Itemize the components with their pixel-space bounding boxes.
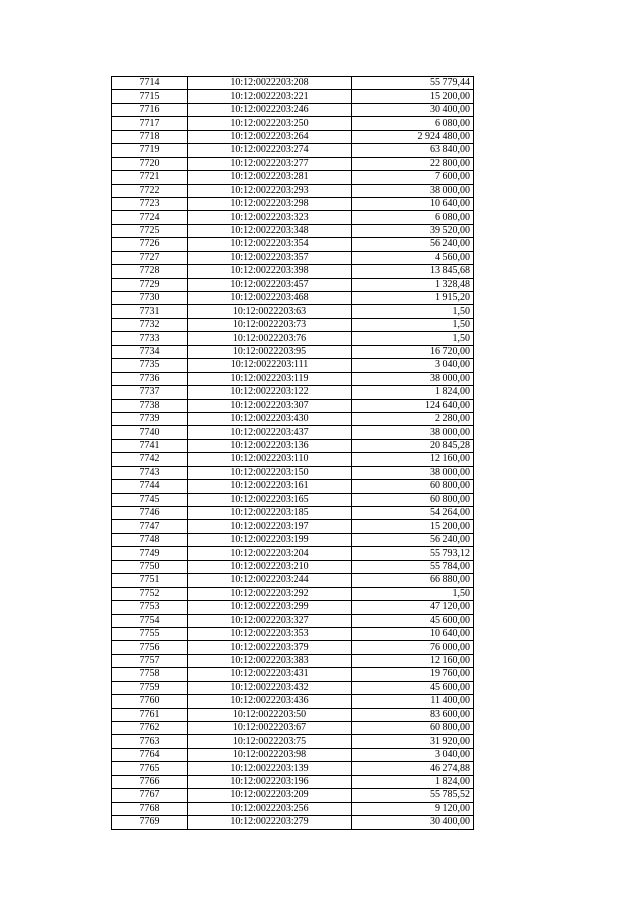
- row-number-cell: 7720: [112, 157, 188, 170]
- amount-cell: 55 784,00: [352, 560, 474, 573]
- table-row: [112, 789, 474, 802]
- amount-cell: 10 640,00: [352, 627, 474, 640]
- amount-cell: 76 000,00: [352, 641, 474, 654]
- table-row: [112, 318, 474, 331]
- table-row: [112, 157, 474, 170]
- cadastral-number-cell: 10:12:0022203:221: [188, 90, 352, 103]
- cadastral-number-cell: 10:12:0022203:244: [188, 574, 352, 587]
- row-number-cell: 7714: [112, 77, 188, 90]
- cadastral-number-cell: 10:12:0022203:379: [188, 641, 352, 654]
- cadastral-number-cell: 10:12:0022203:348: [188, 224, 352, 237]
- cadastral-number-cell: 10:12:0022203:279: [188, 816, 352, 829]
- cadastral-number-cell: 10:12:0022203:185: [188, 507, 352, 520]
- amount-cell: 30 400,00: [352, 816, 474, 829]
- amount-cell: 83 600,00: [352, 708, 474, 721]
- amount-cell: 38 000,00: [352, 466, 474, 479]
- amount-cell: 38 000,00: [352, 426, 474, 439]
- row-number-cell: 7735: [112, 359, 188, 372]
- amount-cell: 11 400,00: [352, 695, 474, 708]
- amount-cell: 47 120,00: [352, 601, 474, 614]
- table-row: [112, 278, 474, 291]
- row-number-cell: 7736: [112, 372, 188, 385]
- cadastral-number-cell: 10:12:0022203:264: [188, 130, 352, 143]
- cadastral-number-cell: 10:12:0022203:209: [188, 789, 352, 802]
- amount-cell: 66 880,00: [352, 574, 474, 587]
- amount-cell: 45 600,00: [352, 681, 474, 694]
- cadastral-number-cell: 10:12:0022203:383: [188, 654, 352, 667]
- registry-table: [111, 76, 474, 830]
- row-number-cell: 7751: [112, 574, 188, 587]
- table-row: [112, 171, 474, 184]
- cadastral-number-cell: 10:12:0022203:277: [188, 157, 352, 170]
- table-row: [112, 748, 474, 761]
- amount-cell: 46 274,88: [352, 762, 474, 775]
- table-row: [112, 493, 474, 506]
- cadastral-number-cell: 10:12:0022203:436: [188, 695, 352, 708]
- amount-cell: 22 800,00: [352, 157, 474, 170]
- row-number-cell: 7721: [112, 171, 188, 184]
- amount-cell: 124 640,00: [352, 399, 474, 412]
- cadastral-number-cell: 10:12:0022203:431: [188, 668, 352, 681]
- table-row: [112, 654, 474, 667]
- row-number-cell: 7744: [112, 480, 188, 493]
- row-number-cell: 7733: [112, 332, 188, 345]
- table-row: [112, 184, 474, 197]
- cadastral-number-cell: 10:12:0022203:63: [188, 305, 352, 318]
- amount-cell: 38 000,00: [352, 184, 474, 197]
- table-row: [112, 762, 474, 775]
- amount-cell: 54 264,00: [352, 507, 474, 520]
- table-row: [112, 775, 474, 788]
- table-row: [112, 117, 474, 130]
- row-number-cell: 7754: [112, 614, 188, 627]
- amount-cell: 10 640,00: [352, 197, 474, 210]
- amount-cell: 2 280,00: [352, 412, 474, 425]
- cadastral-number-cell: 10:12:0022203:208: [188, 77, 352, 90]
- table-row: [112, 238, 474, 251]
- cadastral-number-cell: 10:12:0022203:292: [188, 587, 352, 600]
- row-number-cell: 7761: [112, 708, 188, 721]
- row-number-cell: 7767: [112, 789, 188, 802]
- table-row: [112, 614, 474, 627]
- row-number-cell: 7745: [112, 493, 188, 506]
- row-number-cell: 7718: [112, 130, 188, 143]
- cadastral-number-cell: 10:12:0022203:204: [188, 547, 352, 560]
- cadastral-number-cell: 10:12:0022203:165: [188, 493, 352, 506]
- amount-cell: 9 120,00: [352, 802, 474, 815]
- amount-cell: 63 840,00: [352, 144, 474, 157]
- table-row: [112, 77, 474, 90]
- row-number-cell: 7741: [112, 439, 188, 452]
- amount-cell: 31 920,00: [352, 735, 474, 748]
- row-number-cell: 7722: [112, 184, 188, 197]
- cadastral-number-cell: 10:12:0022203:357: [188, 251, 352, 264]
- table-row: [112, 130, 474, 143]
- row-number-cell: 7739: [112, 412, 188, 425]
- cadastral-number-cell: 10:12:0022203:250: [188, 117, 352, 130]
- row-number-cell: 7726: [112, 238, 188, 251]
- row-number-cell: 7731: [112, 305, 188, 318]
- cadastral-number-cell: 10:12:0022203:274: [188, 144, 352, 157]
- amount-cell: 12 160,00: [352, 453, 474, 466]
- row-number-cell: 7717: [112, 117, 188, 130]
- cadastral-number-cell: 10:12:0022203:246: [188, 103, 352, 116]
- table-row: [112, 332, 474, 345]
- row-number-cell: 7747: [112, 520, 188, 533]
- cadastral-number-cell: 10:12:0022203:323: [188, 211, 352, 224]
- row-number-cell: 7758: [112, 668, 188, 681]
- table-row: [112, 466, 474, 479]
- row-number-cell: 7723: [112, 197, 188, 210]
- table-row: [112, 574, 474, 587]
- table-row: [112, 480, 474, 493]
- amount-cell: 1,50: [352, 332, 474, 345]
- amount-cell: 1,50: [352, 318, 474, 331]
- row-number-cell: 7748: [112, 533, 188, 546]
- cadastral-number-cell: 10:12:0022203:256: [188, 802, 352, 815]
- table-row: [112, 197, 474, 210]
- table-row: [112, 641, 474, 654]
- amount-cell: 7 600,00: [352, 171, 474, 184]
- cadastral-number-cell: 10:12:0022203:122: [188, 386, 352, 399]
- cadastral-number-cell: 10:12:0022203:457: [188, 278, 352, 291]
- amount-cell: 20 845,28: [352, 439, 474, 452]
- amount-cell: 15 200,00: [352, 90, 474, 103]
- row-number-cell: 7715: [112, 90, 188, 103]
- cadastral-number-cell: 10:12:0022203:432: [188, 681, 352, 694]
- table-row: [112, 265, 474, 278]
- amount-cell: 56 240,00: [352, 533, 474, 546]
- amount-cell: 1 328,48: [352, 278, 474, 291]
- row-number-cell: 7746: [112, 507, 188, 520]
- amount-cell: 45 600,00: [352, 614, 474, 627]
- amount-cell: 1,50: [352, 305, 474, 318]
- amount-cell: 1,50: [352, 587, 474, 600]
- table-row: [112, 816, 474, 829]
- amount-cell: 12 160,00: [352, 654, 474, 667]
- row-number-cell: 7724: [112, 211, 188, 224]
- table-row: [112, 695, 474, 708]
- row-number-cell: 7730: [112, 292, 188, 305]
- table-row: [112, 453, 474, 466]
- cadastral-number-cell: 10:12:0022203:327: [188, 614, 352, 627]
- cadastral-number-cell: 10:12:0022203:150: [188, 466, 352, 479]
- amount-cell: 55 793,12: [352, 547, 474, 560]
- amount-cell: 6 080,00: [352, 211, 474, 224]
- table-row: [112, 708, 474, 721]
- cadastral-number-cell: 10:12:0022203:119: [188, 372, 352, 385]
- row-number-cell: 7760: [112, 695, 188, 708]
- table-row: [112, 439, 474, 452]
- table-row: [112, 668, 474, 681]
- row-number-cell: 7727: [112, 251, 188, 264]
- amount-cell: 3 040,00: [352, 359, 474, 372]
- table-row: [112, 560, 474, 573]
- cadastral-number-cell: 10:12:0022203:98: [188, 748, 352, 761]
- table-row: [112, 211, 474, 224]
- amount-cell: 16 720,00: [352, 345, 474, 358]
- cadastral-number-cell: 10:12:0022203:50: [188, 708, 352, 721]
- row-number-cell: 7750: [112, 560, 188, 573]
- table-row: [112, 305, 474, 318]
- row-number-cell: 7756: [112, 641, 188, 654]
- amount-cell: 1 824,00: [352, 386, 474, 399]
- cadastral-number-cell: 10:12:0022203:307: [188, 399, 352, 412]
- table-row: [112, 399, 474, 412]
- cadastral-number-cell: 10:12:0022203:354: [188, 238, 352, 251]
- row-number-cell: 7737: [112, 386, 188, 399]
- table-row: [112, 507, 474, 520]
- table-row: [112, 533, 474, 546]
- cadastral-number-cell: 10:12:0022203:196: [188, 775, 352, 788]
- table-row: [112, 90, 474, 103]
- row-number-cell: 7743: [112, 466, 188, 479]
- cadastral-number-cell: 10:12:0022203:95: [188, 345, 352, 358]
- cadastral-number-cell: 10:12:0022203:136: [188, 439, 352, 452]
- amount-cell: 1 824,00: [352, 775, 474, 788]
- cadastral-number-cell: 10:12:0022203:139: [188, 762, 352, 775]
- amount-cell: 19 760,00: [352, 668, 474, 681]
- row-number-cell: 7763: [112, 735, 188, 748]
- cadastral-number-cell: 10:12:0022203:197: [188, 520, 352, 533]
- row-number-cell: 7768: [112, 802, 188, 815]
- row-number-cell: 7755: [112, 627, 188, 640]
- row-number-cell: 7757: [112, 654, 188, 667]
- cadastral-number-cell: 10:12:0022203:111: [188, 359, 352, 372]
- cadastral-number-cell: 10:12:0022203:73: [188, 318, 352, 331]
- row-number-cell: 7764: [112, 748, 188, 761]
- registry-table-body: [112, 77, 474, 830]
- amount-cell: 60 800,00: [352, 722, 474, 735]
- row-number-cell: 7729: [112, 278, 188, 291]
- row-number-cell: 7769: [112, 816, 188, 829]
- cadastral-number-cell: 10:12:0022203:161: [188, 480, 352, 493]
- amount-cell: 55 785,52: [352, 789, 474, 802]
- row-number-cell: 7725: [112, 224, 188, 237]
- table-row: [112, 292, 474, 305]
- cadastral-number-cell: 10:12:0022203:353: [188, 627, 352, 640]
- amount-cell: 55 779,44: [352, 77, 474, 90]
- table-row: [112, 722, 474, 735]
- row-number-cell: 7738: [112, 399, 188, 412]
- table-row: [112, 144, 474, 157]
- table-row: [112, 587, 474, 600]
- row-number-cell: 7753: [112, 601, 188, 614]
- row-number-cell: 7734: [112, 345, 188, 358]
- table-row: [112, 386, 474, 399]
- table-row: [112, 681, 474, 694]
- cadastral-number-cell: 10:12:0022203:76: [188, 332, 352, 345]
- row-number-cell: 7766: [112, 775, 188, 788]
- row-number-cell: 7732: [112, 318, 188, 331]
- row-number-cell: 7759: [112, 681, 188, 694]
- cadastral-number-cell: 10:12:0022203:430: [188, 412, 352, 425]
- cadastral-number-cell: 10:12:0022203:398: [188, 265, 352, 278]
- amount-cell: 60 800,00: [352, 480, 474, 493]
- row-number-cell: 7742: [112, 453, 188, 466]
- table-row: [112, 735, 474, 748]
- cadastral-number-cell: 10:12:0022203:299: [188, 601, 352, 614]
- table-row: [112, 224, 474, 237]
- cadastral-number-cell: 10:12:0022203:468: [188, 292, 352, 305]
- row-number-cell: 7719: [112, 144, 188, 157]
- table-row: [112, 103, 474, 116]
- table-row: [112, 802, 474, 815]
- table-row: [112, 359, 474, 372]
- amount-cell: 3 040,00: [352, 748, 474, 761]
- cadastral-number-cell: 10:12:0022203:281: [188, 171, 352, 184]
- table-row: [112, 601, 474, 614]
- cadastral-number-cell: 10:12:0022203:67: [188, 722, 352, 735]
- amount-cell: 2 924 480,00: [352, 130, 474, 143]
- row-number-cell: 7740: [112, 426, 188, 439]
- cadastral-number-cell: 10:12:0022203:199: [188, 533, 352, 546]
- table-row: [112, 547, 474, 560]
- amount-cell: 13 845,68: [352, 265, 474, 278]
- table-row: [112, 372, 474, 385]
- amount-cell: 56 240,00: [352, 238, 474, 251]
- amount-cell: 6 080,00: [352, 117, 474, 130]
- cadastral-number-cell: 10:12:0022203:110: [188, 453, 352, 466]
- row-number-cell: 7752: [112, 587, 188, 600]
- table-row: [112, 345, 474, 358]
- cadastral-number-cell: 10:12:0022203:293: [188, 184, 352, 197]
- cadastral-number-cell: 10:12:0022203:298: [188, 197, 352, 210]
- amount-cell: 30 400,00: [352, 103, 474, 116]
- table-row: [112, 426, 474, 439]
- amount-cell: 15 200,00: [352, 520, 474, 533]
- amount-cell: 39 520,00: [352, 224, 474, 237]
- row-number-cell: 7765: [112, 762, 188, 775]
- table-row: [112, 627, 474, 640]
- amount-cell: 38 000,00: [352, 372, 474, 385]
- cadastral-number-cell: 10:12:0022203:210: [188, 560, 352, 573]
- row-number-cell: 7749: [112, 547, 188, 560]
- row-number-cell: 7728: [112, 265, 188, 278]
- amount-cell: 4 560,00: [352, 251, 474, 264]
- table-row: [112, 251, 474, 264]
- row-number-cell: 7762: [112, 722, 188, 735]
- cadastral-number-cell: 10:12:0022203:437: [188, 426, 352, 439]
- table-row: [112, 520, 474, 533]
- table-row: [112, 412, 474, 425]
- amount-cell: 1 915,20: [352, 292, 474, 305]
- cadastral-number-cell: 10:12:0022203:75: [188, 735, 352, 748]
- row-number-cell: 7716: [112, 103, 188, 116]
- amount-cell: 60 800,00: [352, 493, 474, 506]
